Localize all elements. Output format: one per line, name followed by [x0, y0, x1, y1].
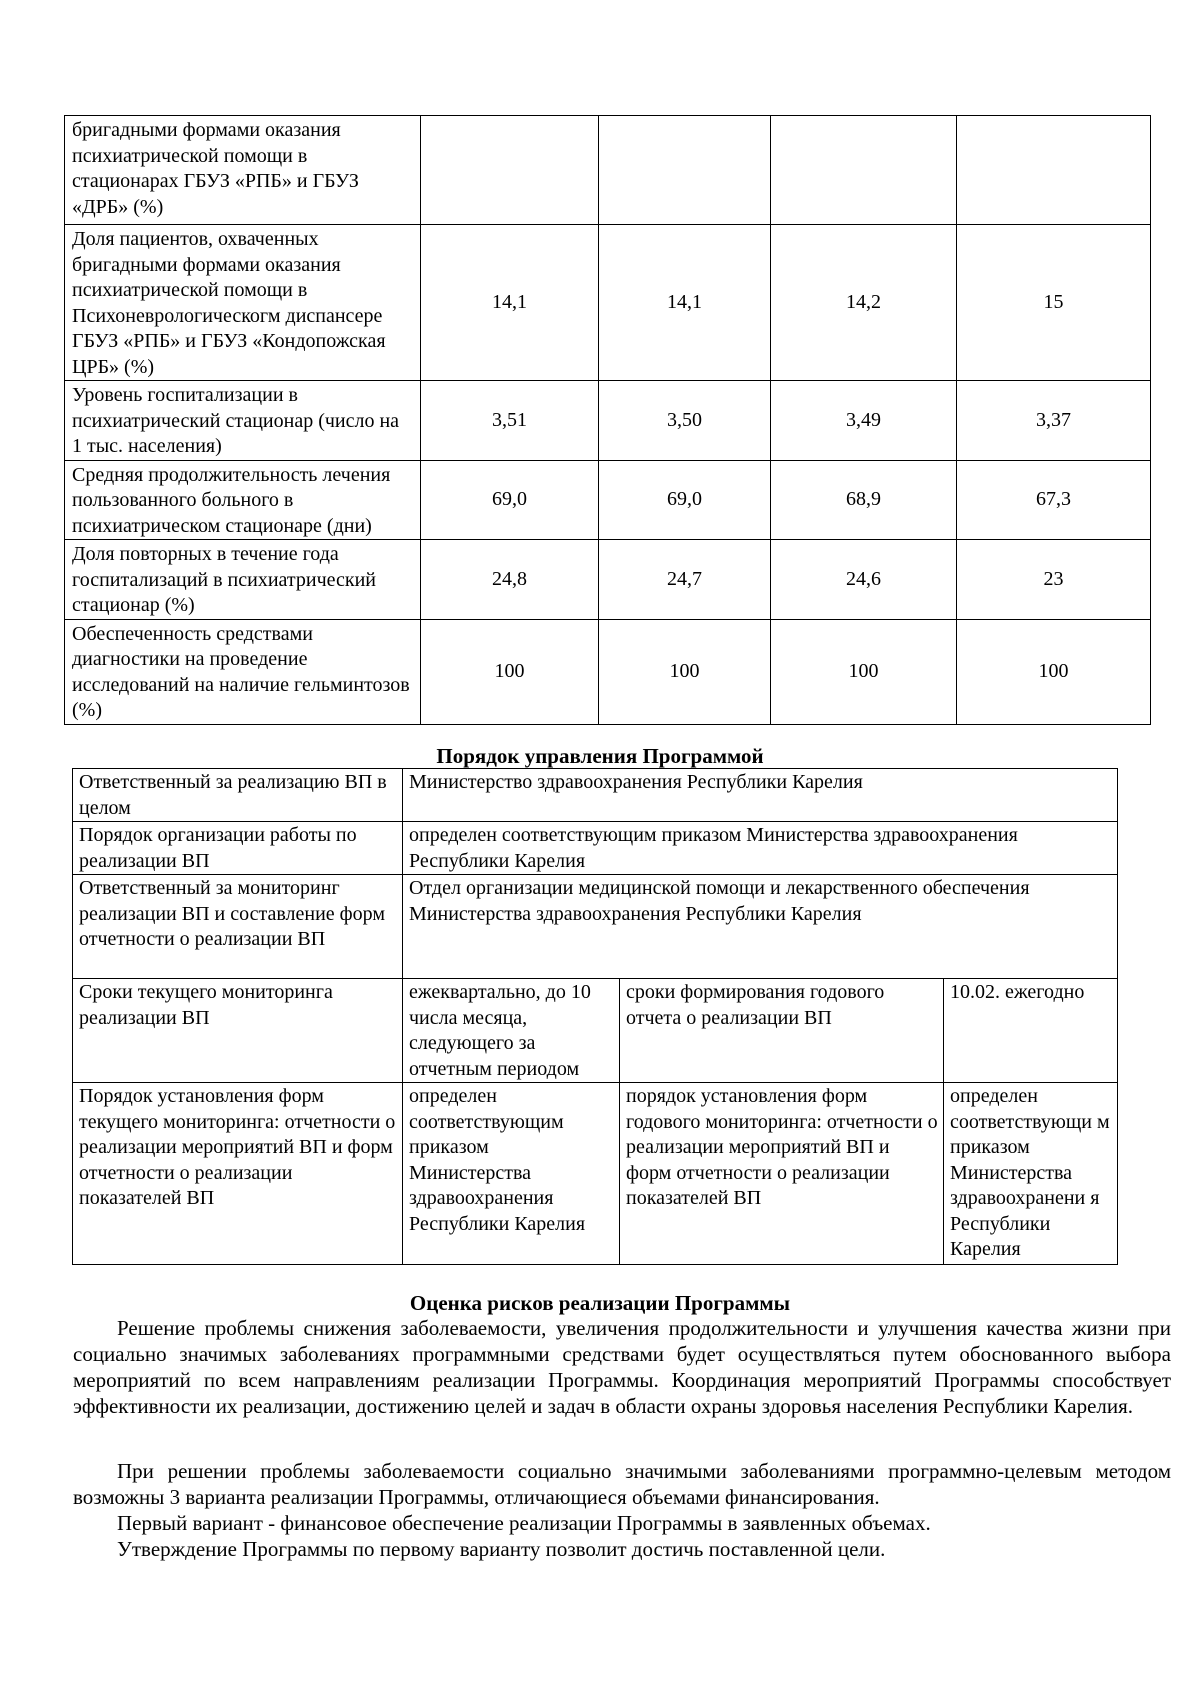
indicator-label: Уровень госпитализации в психиатрический стационар (число на 1 тыс. населения): [65, 381, 421, 461]
table-row: [73, 1083, 1118, 1265]
indicator-label: Средняя продолжительность лечения пользованного больного в психиатрическом стационаре (дни): [65, 460, 421, 540]
indicator-value: 68,9: [771, 460, 957, 540]
indicator-value: 14,2: [771, 225, 957, 381]
cell-label: Порядок установления форм текущего мониторинга: отчетности о реализации мероприятий ВП и форм отчетности о реализации показателей ВП: [73, 1083, 403, 1265]
indicator-value: 24,7: [599, 540, 771, 620]
table-row: [65, 225, 1151, 381]
indicator-value: [421, 116, 599, 225]
indicators-table: [64, 115, 1151, 725]
cell-value: определен соответствующи м приказом Министерства здравоохранени я Республики Карелия: [944, 1083, 1118, 1265]
indicator-value: 100: [771, 619, 957, 724]
table-row: [65, 619, 1151, 724]
indicator-value: 3,37: [957, 381, 1151, 461]
indicator-label: бригадными формами оказания психиатрической помощи в стационарах ГБУЗ «РПБ» и ГБУЗ «ДРБ» (%): [65, 116, 421, 225]
indicator-label: Доля пациентов, охваченных бригадными формами оказания психиатрической помощи в Психоневрологическогм диспансере ГБУЗ «РПБ» и ГБУЗ «Кондопожская ЦРБ» (%): [65, 225, 421, 381]
management-table: [72, 768, 1118, 1265]
risks-heading: Оценка рисков реализации Программы: [409, 1291, 791, 1315]
table-row: [65, 460, 1151, 540]
cell-label: Ответственный за мониторинг реализации ВП и составление форм отчетности о реализации ВП: [73, 875, 403, 979]
cell-label: сроки формирования годового отчета о реализации ВП: [620, 979, 944, 1083]
indicator-value: 3,51: [421, 381, 599, 461]
table-row: [65, 540, 1151, 620]
management-heading: Порядок управления Программой: [436, 744, 764, 768]
indicator-value: 23: [957, 540, 1151, 620]
indicator-value: 3,50: [599, 381, 771, 461]
indicator-value: 3,49: [771, 381, 957, 461]
table-row: [73, 822, 1118, 875]
indicator-value: 14,1: [421, 225, 599, 381]
table-row: [73, 979, 1118, 1083]
indicator-value: 100: [599, 619, 771, 724]
table-row: [65, 381, 1151, 461]
table-row: [73, 875, 1118, 979]
risks-paragraph: При решении проблемы заболеваемости социально значимыми заболеваниями программно-целевым методом возможны 3 варианта реализации Программы, отличающиеся объемами финансирования.: [73, 1459, 1171, 1509]
risks-paragraph: Утверждение Программы по первому варианту позволит достичь поставленной цели.: [117, 1537, 886, 1561]
indicator-value: 24,8: [421, 540, 599, 620]
indicator-value: [599, 116, 771, 225]
cell-value: определен соответствующим приказом Министерства здравоохранения Республики Карелия: [403, 822, 1118, 875]
indicator-label: Обеспеченность средствами диагностики на проведение исследований на наличие гельминтозов (%): [65, 619, 421, 724]
indicator-value: 69,0: [599, 460, 771, 540]
table-row: [73, 769, 1118, 822]
cell-label: Сроки текущего мониторинга реализации ВП: [73, 979, 403, 1083]
table-row: [65, 116, 1151, 225]
indicator-value: 69,0: [421, 460, 599, 540]
indicator-value: 100: [957, 619, 1151, 724]
indicator-value: 100: [421, 619, 599, 724]
indicator-value: 14,1: [599, 225, 771, 381]
indicator-value: 67,3: [957, 460, 1151, 540]
indicator-value: 15: [957, 225, 1151, 381]
indicator-value: [957, 116, 1151, 225]
cell-value: ежеквартально, до 10 числа месяца, следующего за отчетным периодом: [403, 979, 620, 1083]
cell-value: Отдел организации медицинской помощи и лекарственного обеспечения Министерства здравоохранения Республики Карелия: [403, 875, 1118, 979]
indicator-label: Доля повторных в течение года госпитализаций в психиатрический стационар (%): [65, 540, 421, 620]
indicator-value: 24,6: [771, 540, 957, 620]
risks-paragraph: Первый вариант - финансовое обеспечение реализации Программы в заявленных объемах.: [117, 1511, 931, 1535]
cell-value: Министерство здравоохранения Республики Карелия: [403, 769, 1118, 822]
cell-label: Ответственный за реализацию ВП в целом: [73, 769, 403, 822]
indicator-value: [771, 116, 957, 225]
risks-paragraph: Решение проблемы снижения заболеваемости, увеличения продолжительности и улучшения качества жизни при социально значимых заболеваниях программными средствами будет осуществляться путем обоснованного выбора мероприятий по всем направлениям реализации Программы. Координация мероприятий Программы способствует эффективности их реализации, достижению целей и задач в области охраны здоровья населения Республики Карелия.: [73, 1316, 1171, 1418]
cell-value: 10.02. ежегодно: [944, 979, 1118, 1083]
cell-label: Порядок организации работы по реализации ВП: [73, 822, 403, 875]
cell-value: определен соответствующим приказом Министерства здравоохранения Республики Карелия: [403, 1083, 620, 1265]
cell-label: порядок установления форм годового мониторинга: отчетности о реализации мероприятий ВП и форм отчетности о реализации показателей ВП: [620, 1083, 944, 1265]
